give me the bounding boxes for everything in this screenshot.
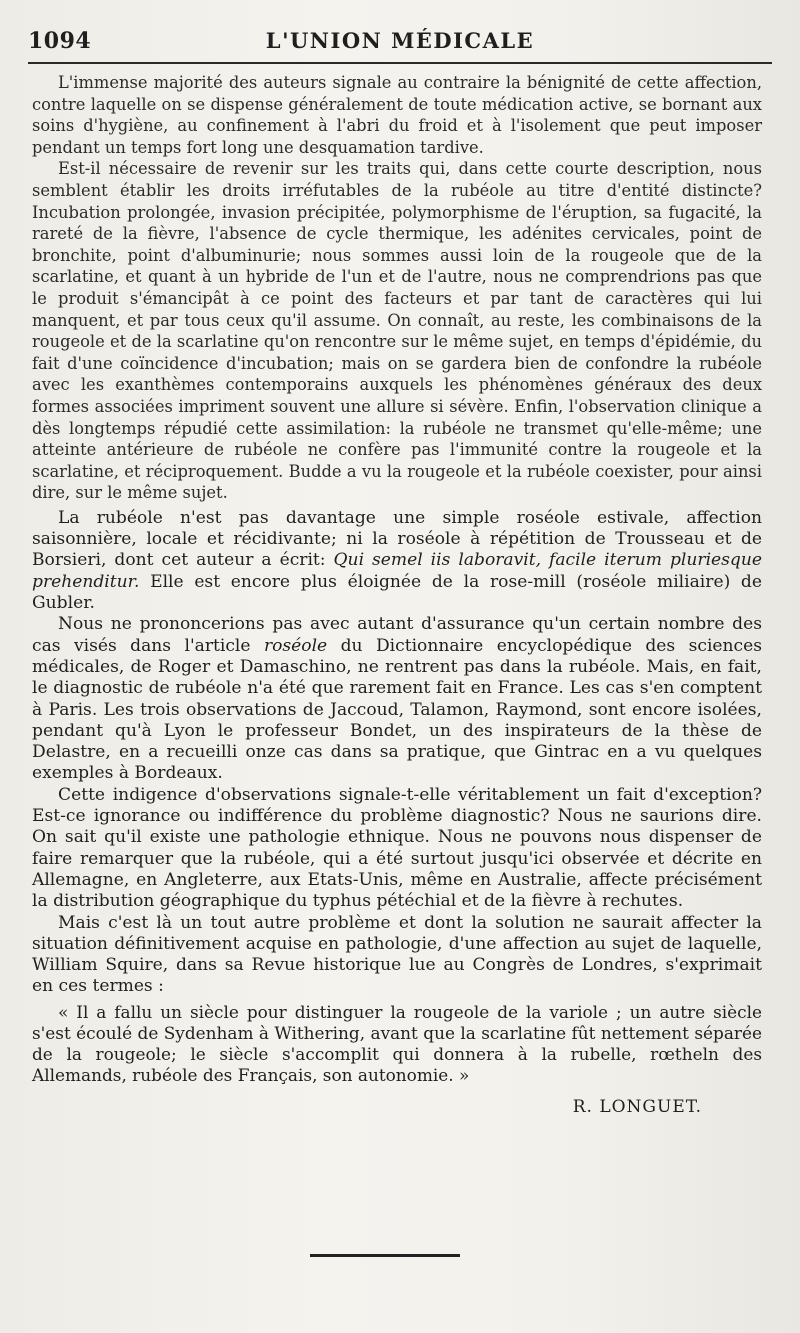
small-type-section (32, 72, 762, 504)
paragraph-text: du Dictionnaire encyclopédique des sciences médicales, de Roger et Damaschino, ne rentrent pas dans la rubéole. Mais, en fait, le diagnostic de rubéole n'a été que rarement fait en France. Les cas s'en comptent à Paris. Les trois observations de Jaccoud, Talamon, Raymond, sont encore isolées, pendant qu'à Lyon le professeur Bondet, un des inspirateurs de la thèse de Delastre, en a recueilli onze cas dans sa pratique, que Gintrac en a vu quelques exemples à Bordeaux. (32, 635, 762, 784)
header-rule (28, 62, 772, 64)
quotation: « Il a fallu un siècle pour distinguer la rougeole de la variole ; un autre siècle s'est écoulé de Sydenham à Withering, avant que la scarlatine fût nettement séparée de la rougeole; le siècle s'accomplit qui donnera à la rubelle, rœtheln des Allemands, rubéole des Français, son autonomie. » (32, 1001, 762, 1086)
quotation-block (32, 1002, 762, 1087)
paragraph (32, 508, 762, 614)
paragraph-text: Nous ne prononcerions pas avec autant d'assurance qu'un certain nombre des cas visés dans l'article (32, 614, 762, 656)
paragraph-text: La rubéole n'est pas davantage une simple roséole estivale, affection saisonnière, locale et récidivante; ni la roséole à répétition de Trousseau et de Borsieri, dont cet auteur a écrit: (32, 507, 762, 571)
page-header (28, 28, 772, 58)
large-type-section (32, 508, 762, 998)
latin-quotation: Qui semel iis laboravit, facile iterum pluriesque prehenditur. (32, 550, 762, 592)
end-rule (310, 1254, 460, 1257)
running-title: L'UNION MÉDICALE (265, 28, 535, 53)
paragraph-text: Elle est encore plus éloignée de la rose-mill (roséole miliaire) de Gubler. (32, 571, 762, 614)
paragraph: Mais c'est là un tout autre problème et dont la solution ne saurait affecter la situation définitivement acquise en pathologie, d'une affection au sujet de laquelle, William Squire, dans sa Revue historique lue au Congrès de Londres, s'exprimait en ces termes : (32, 912, 762, 997)
italic-term: roséole (263, 635, 328, 656)
paragraph: Cette indigence d'observations signale-t-elle véritablement un fait d'exception? Est-ce ignorance ou indifférence du problème diagnostic? Nous ne saurions dire. On sait qu'il existe une pathologie ethnique. Nous ne pouvons nous dispenser de faire remarquer que la rubéole, qui a été surtout jusqu'ici observée et décrite en Allemagne, en Angleterre, aux Etats-Unis, même en Australie, affecte précisément la distribution géographique du typhus pétéchial et de la fièvre à rechutes. (32, 784, 762, 912)
page-number: 1094 (28, 28, 92, 54)
paragraph: L'immense majorité des auteurs signale au contraire la bénignité de cette affection, contre laquelle on se dispense généralement de toute médication active, se bornant aux soins d'hygiène, au confinement à l'abri du froid et à l'isolement que peut imposer pendant un temps fort long une desquamation tardive. (32, 73, 762, 157)
paragraph: Est-il nécessaire de revenir sur les traits qui, dans cette courte description, nous semblent établir les droits irréfutables de la rubéole au titre d'entité distincte? Incubation prolongée, invasion précipitée, polymorphisme de l'éruption, sa fugacité, la rareté de la fièvre, l'absence de cycle thermique, les adénites cervicales, point de bronchite, point d'albuminurie; nous sommes aussi loin de la rougeole que de la scarlatine, et quant à un hybride de l'un et de l'autre, nous ne comprendrions pas que le produit s'émancipât à ce point des facteurs et par tant de caractères qui lui manquent, et par tous ceux qu'il assume. On connaît, au reste, les combinaisons de la rougeole et de la scarlatine qu'on rencontre sur le même sujet, en temps d'épidémie, du fait d'une coïncidence d'incubation; mais on se gardera bien de confondre la rubéole avec les exanthèmes contemporains auxquels les phénomènes généraux des deux formes associées impriment souvent une allure si sévère. Enfin, l'observation clinique a dès longtemps répudié cette assimilation: la rubéole ne transmet qu'elle-même; une atteinte antérieure de rubéole ne confère pas l'immunité contre la rougeole et la scarlatine, et réciproquement. Budde a vu la rougeole et la rubéole coexister, pour ainsi dire, sur le même sujet. (32, 159, 762, 503)
article-body (32, 72, 762, 1117)
paragraph (32, 614, 762, 784)
author-signature: R. LONGUET. (572, 1096, 702, 1117)
